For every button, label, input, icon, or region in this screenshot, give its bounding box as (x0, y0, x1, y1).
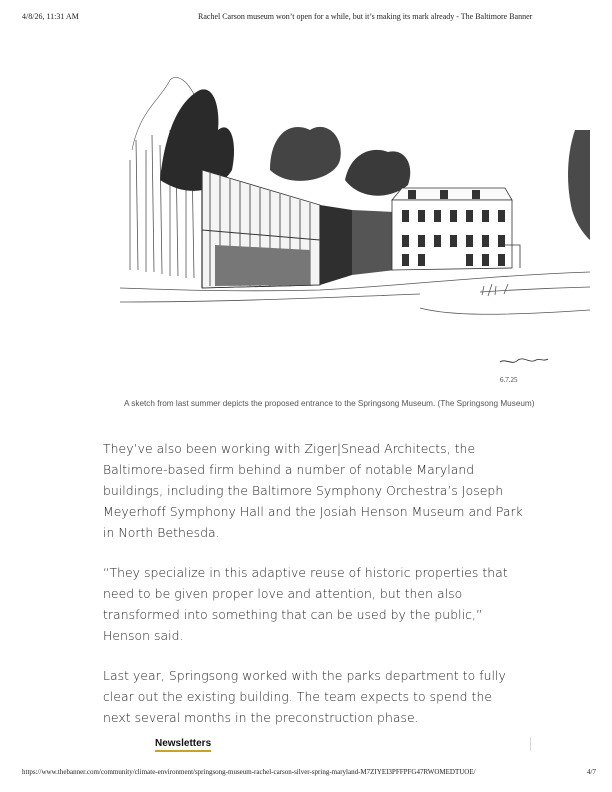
newsletters-link[interactable]: Newsletters (155, 738, 211, 752)
figure-caption: A sketch from last summer depicts the proposed entrance to the Springsong Museum. (The Springsong Museum) (124, 399, 535, 408)
architectural-sketch (120, 40, 590, 392)
print-page-title: Rachel Carson museum won’t open for a while, but it’s making its mark already - The Baltimore Banner (198, 12, 533, 21)
article-paragraph: Last year, Springsong worked with the parks department to fully clear out the existing building. The team expects to spend the next several months in the preconstruction phase. (103, 668, 506, 725)
page-number: 4/7 (587, 768, 596, 776)
tree-mass-mid (270, 127, 341, 181)
tree-mass-dark (160, 89, 234, 191)
historic-house (392, 188, 520, 270)
tree-right-edge (568, 130, 590, 240)
article-body (103, 438, 523, 747)
signature-scribble (500, 359, 548, 362)
print-url: https://www.thebanner.com/community/climate-environment/springsong-museum-rachel-carson-silver-spring-maryland-M7ZIYEI3PFFPFG47RWOMEDTUOE/ (22, 768, 476, 776)
print-footer (22, 768, 596, 780)
sketch-drawing (120, 40, 590, 392)
sketch-date-label: 6.7.25 (500, 376, 518, 384)
connector-block (320, 205, 395, 285)
print-header (22, 12, 596, 24)
ground-lines (120, 272, 590, 314)
print-datetime: 4/8/26, 11:31 AM (22, 12, 79, 21)
divider (530, 737, 531, 751)
article-paragraph: “They specialize in this adaptive reuse of historic properties that need to be given proper love and attention, but then also transformed into something that can be used by the public,” Henson said. (103, 565, 508, 643)
glass-pavilion (202, 170, 320, 288)
article-paragraph: They’ve also been working with Ziger|Snead Architects, the Baltimore-based firm behind a number of notable Maryland buildings, including the Baltimore Symphony Orchestra’s Joseph Meyerhoff Symphony Hall and the Josiah Henson Museum and Park in North Bethesda. (103, 441, 523, 540)
tree-mass-right (345, 150, 410, 196)
